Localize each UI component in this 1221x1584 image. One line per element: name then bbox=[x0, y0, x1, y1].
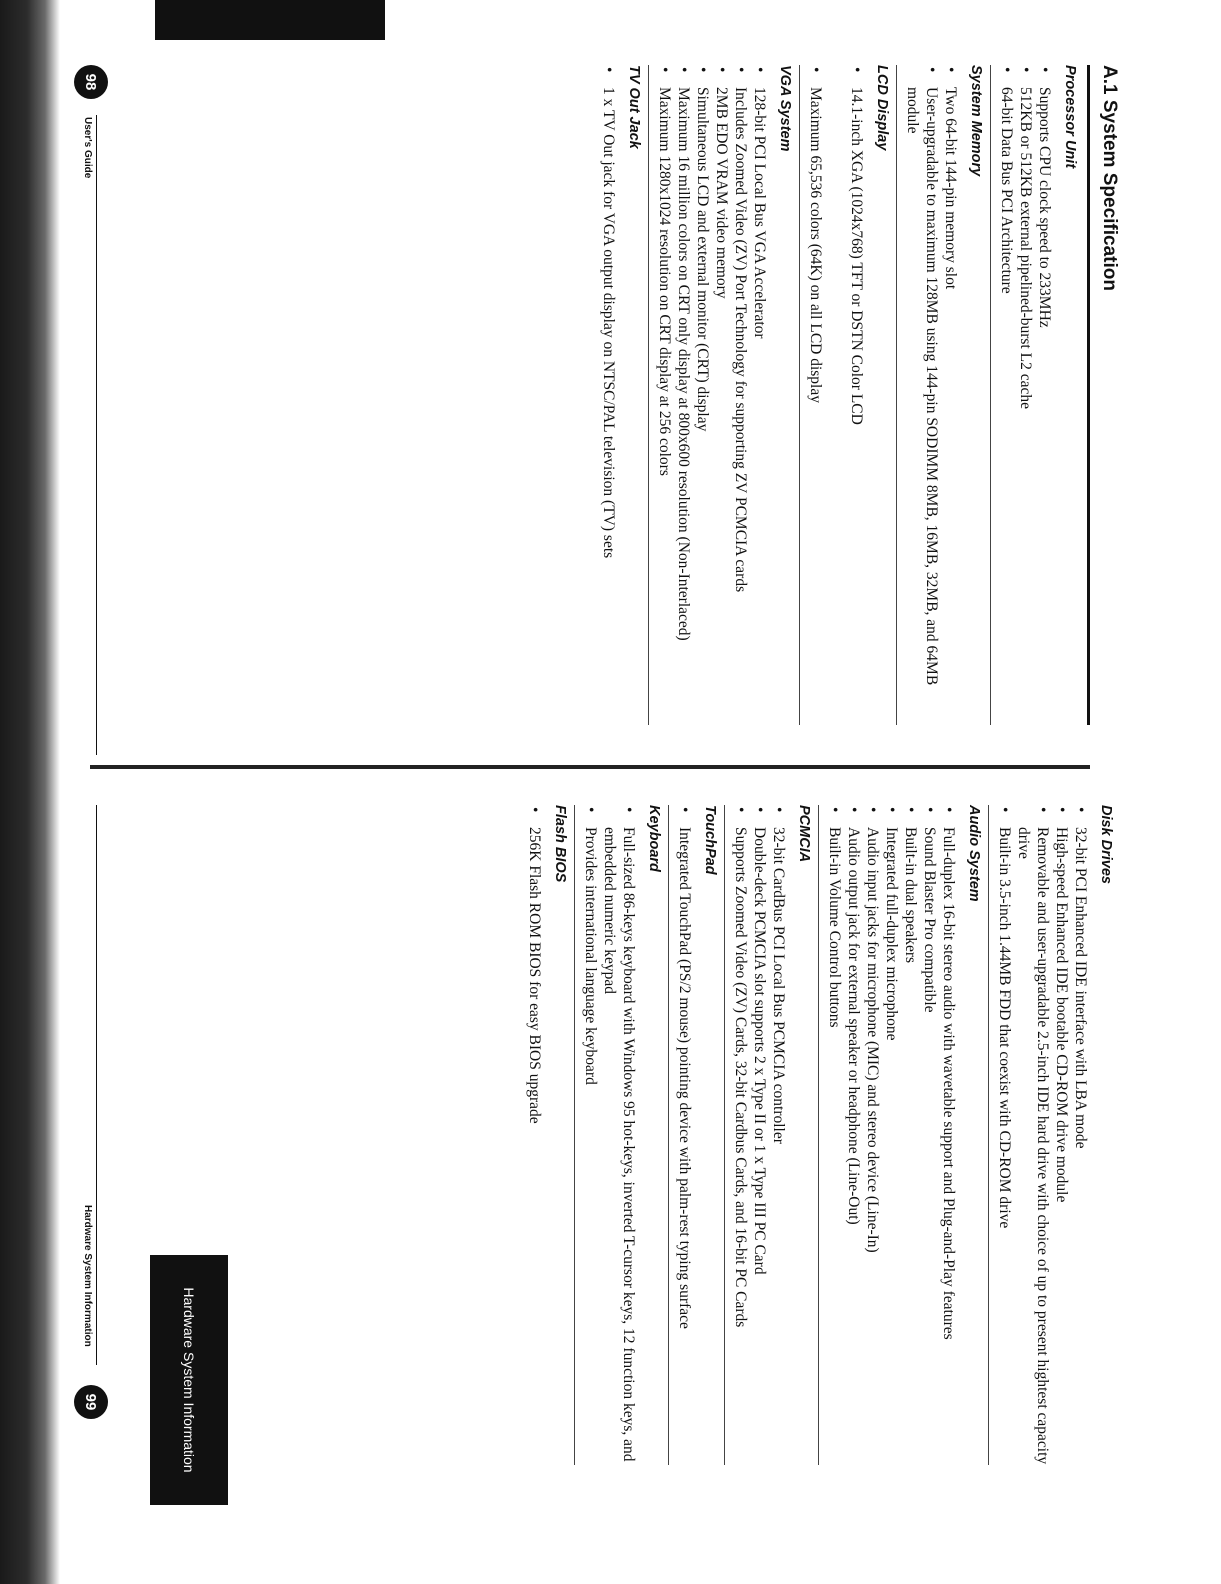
list-item: • 32-bit CardBus PCI Local Bus PCMCIA controller bbox=[770, 807, 787, 1144]
list-item: • 2MB EDO VRAM video memory bbox=[713, 67, 730, 299]
spec-block-disk-drives bbox=[988, 805, 1120, 1465]
block-heading: PCMCIA bbox=[796, 805, 812, 863]
list-item: • 64-bit Data Bus PCI Architecture bbox=[998, 67, 1015, 294]
list-item: • Built-in dual speakers bbox=[902, 807, 919, 964]
left-page-content bbox=[593, 65, 1084, 725]
list-item: • Two 64-bit 144-pin memory slot bbox=[942, 67, 959, 290]
section-title: A.1 System Specification bbox=[1099, 65, 1120, 291]
list-item: • Full-duplex 16-bit stereo audio with wavetable support and Plug-and-Play features bbox=[940, 807, 957, 1340]
block-heading: LCD Display bbox=[874, 65, 890, 151]
list-item: • Audio output jack for external speaker or headphone (Line-Out) bbox=[845, 807, 862, 1225]
spec-block-flash-bios bbox=[519, 805, 574, 1465]
block-heading: TV Out Jack bbox=[626, 65, 642, 149]
list-item: • Simultaneous LCD and external monitor (CRT) display bbox=[694, 67, 711, 432]
page-gutter bbox=[90, 765, 1090, 769]
list-item: • 32-bit PCI Enhanced IDE interface with LBA mode bbox=[1072, 807, 1089, 1149]
list-item: • Audio input jacks for microphone (MIC) and stereo device (Line-In) bbox=[864, 807, 881, 1253]
block-heading: Disk Drives bbox=[1098, 805, 1114, 884]
list-item: • Full-sized 86-keys keyboard with Windows 95 hot-keys, inverted T-cursor keys, 12 function keys, and embedded numeric keypad bbox=[601, 807, 637, 1462]
block-heading: System Memory bbox=[968, 65, 984, 177]
spec-block-processor bbox=[990, 65, 1084, 725]
list-item: • 14.1-inch XGA (1024x768) TFT or DSTN Color LCD bbox=[848, 67, 865, 425]
page-number: 99 bbox=[74, 1385, 108, 1419]
list-item: • Built-in Volume Control buttons bbox=[826, 807, 843, 1028]
list-item: • Maximum 16 million colors on CRT only display at 800x600 resolution (Non-Interlaced) bbox=[675, 67, 692, 641]
list-item: • Supports CPU clock speed to 233MHz bbox=[1036, 67, 1053, 328]
list-item: • Built-in 3.5-inch 1.44MB FDD that coexist with CD-ROM drive bbox=[996, 807, 1013, 1229]
title-rule bbox=[1087, 65, 1090, 725]
book-spread bbox=[60, 35, 1120, 1535]
list-item: • Provides international language keyboard bbox=[582, 807, 599, 1085]
list-item: • Includes Zoomed Video (ZV) Port Technology for supporting ZV PCMCIA cards bbox=[732, 67, 749, 593]
block-heading: VGA System bbox=[777, 65, 793, 152]
left-page bbox=[60, 35, 1120, 755]
footer-label: User's Guide bbox=[82, 117, 93, 179]
footer-rule bbox=[96, 805, 97, 1365]
chapter-tab: Hardware System Information bbox=[150, 1255, 228, 1505]
footer-rule bbox=[96, 115, 97, 755]
block-heading: Processor Unit bbox=[1062, 65, 1078, 169]
list-item: • High-speed Enhanced IDE bootable CD-ROM drive module bbox=[1053, 807, 1070, 1203]
right-page-content bbox=[519, 805, 1120, 1465]
block-heading: TouchPad bbox=[702, 805, 718, 875]
spec-block-memory bbox=[896, 65, 990, 725]
scan-edge-artifact bbox=[155, 0, 385, 40]
spec-block-pcmcia bbox=[724, 805, 818, 1465]
list-item: • 128-bit PCI Local Bus VGA Accelerator bbox=[751, 67, 768, 339]
list-item: • Integrated TouchPad (PS/2 mouse) pointing device with palm-rest typing surface bbox=[676, 807, 693, 1329]
spec-block-audio bbox=[818, 805, 988, 1465]
list-item: • Maximum 65,536 colors (64K) on all LCD display bbox=[807, 67, 824, 403]
scan-binding-shadow bbox=[0, 0, 60, 1584]
block-heading: Audio System bbox=[966, 805, 982, 902]
list-item: • 256K Flash ROM BIOS for easy BIOS upgrade bbox=[526, 807, 543, 1124]
page-number: 98 bbox=[74, 65, 108, 99]
spec-block-tv-out bbox=[593, 65, 648, 725]
list-item: • Supports Zoomed Video (ZV) Cards, 32-bit Cardbus Cards, and 16-bit PC Cards bbox=[732, 807, 749, 1328]
list-item: • Removable and user-upgradable 2.5-inch IDE hard drive with choice of up to present hightest capacity drive bbox=[1015, 807, 1051, 1465]
right-page bbox=[60, 775, 1120, 1495]
spec-block-lcd bbox=[799, 65, 896, 725]
spec-block-vga bbox=[648, 65, 799, 725]
list-item: • Double-deck PCMCIA slot supports 2 x Type II or 1 x Type III PC Card bbox=[751, 807, 768, 1275]
spec-block-keyboard bbox=[574, 805, 668, 1465]
footer-label: Hardware System Information bbox=[82, 1205, 93, 1347]
block-heading: Flash BIOS bbox=[552, 805, 568, 883]
spec-block-touchpad bbox=[668, 805, 724, 1465]
list-item: • User-upgradable to maximum 128MB using 144-pin SODIMM 8MB, 16MB, 32MB, and 64MB module bbox=[904, 67, 940, 686]
list-item: • 1 x TV Out jack for VGA output display on NTSC/PAL television (TV) sets bbox=[600, 67, 617, 559]
list-item: • 512KB or 512KB external pipelined-burst L2 cache bbox=[1017, 67, 1034, 409]
list-item: • Integrated full-duplex microphone bbox=[883, 807, 900, 1041]
list-item: • Sound Blaster Pro compatible bbox=[921, 807, 938, 1013]
list-item: • Maximum 1280x1024 resolution on CRT display at 256 colors bbox=[656, 67, 673, 476]
block-heading: Keyboard bbox=[646, 805, 662, 872]
